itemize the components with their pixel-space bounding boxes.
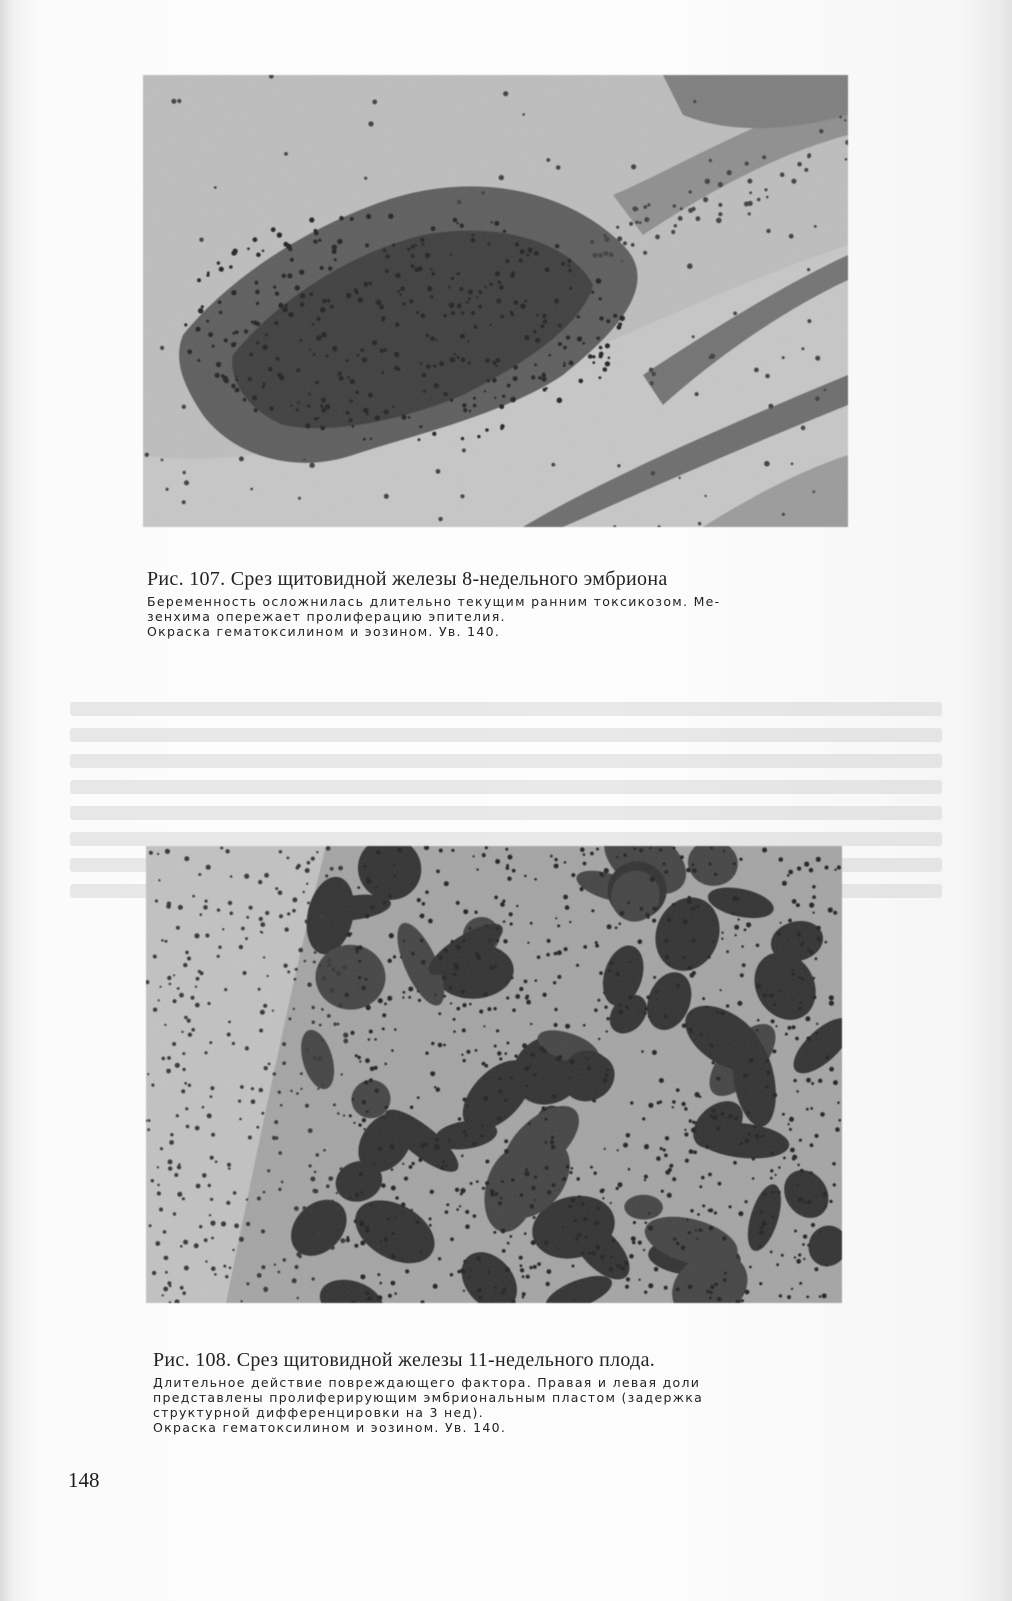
figure-108-description	[153, 1375, 853, 1435]
page-number: 148	[68, 1468, 100, 1492]
figure-108-desc-line-2: представлены пролиферирующим эмбриональным пластом (задержка	[153, 1390, 704, 1405]
figure-108-title: Рис. 108. Срез щитовидной железы 11-недельного плода.	[153, 1349, 656, 1371]
figure-107-desc-line-3: Окраска гематоксилином и эозином. Ув. 140.	[147, 624, 501, 639]
figure-107-desc-line-1: Беременность осложнилась длительно текущим ранним токсикозом. Ме-	[147, 594, 721, 609]
micrograph-107-image	[143, 75, 848, 527]
micrograph-108-image	[146, 846, 842, 1303]
figure-108-desc-line-3: структурной дифференцировки на 3 нед).	[153, 1405, 484, 1420]
figure-107-desc-line-2: зенхима опережает пролиферацию эпителия.	[147, 609, 506, 624]
micrograph-figure-107	[143, 75, 848, 527]
figure-108-desc-line-4: Окраска гематоксилином и эозином. Ув. 140.	[153, 1420, 507, 1435]
page-edge-shadow	[978, 0, 1012, 1601]
figure-107-caption	[147, 567, 867, 639]
figure-107-title: Рис. 107. Срез щитовидной железы 8-недельного эмбриона	[147, 568, 668, 590]
figure-108-desc-line-1: Длительное действие повреждающего фактора. Правая и левая доли	[153, 1375, 701, 1390]
figure-108-caption	[153, 1348, 853, 1435]
figure-107-description	[147, 594, 867, 639]
micrograph-figure-108	[146, 846, 842, 1303]
